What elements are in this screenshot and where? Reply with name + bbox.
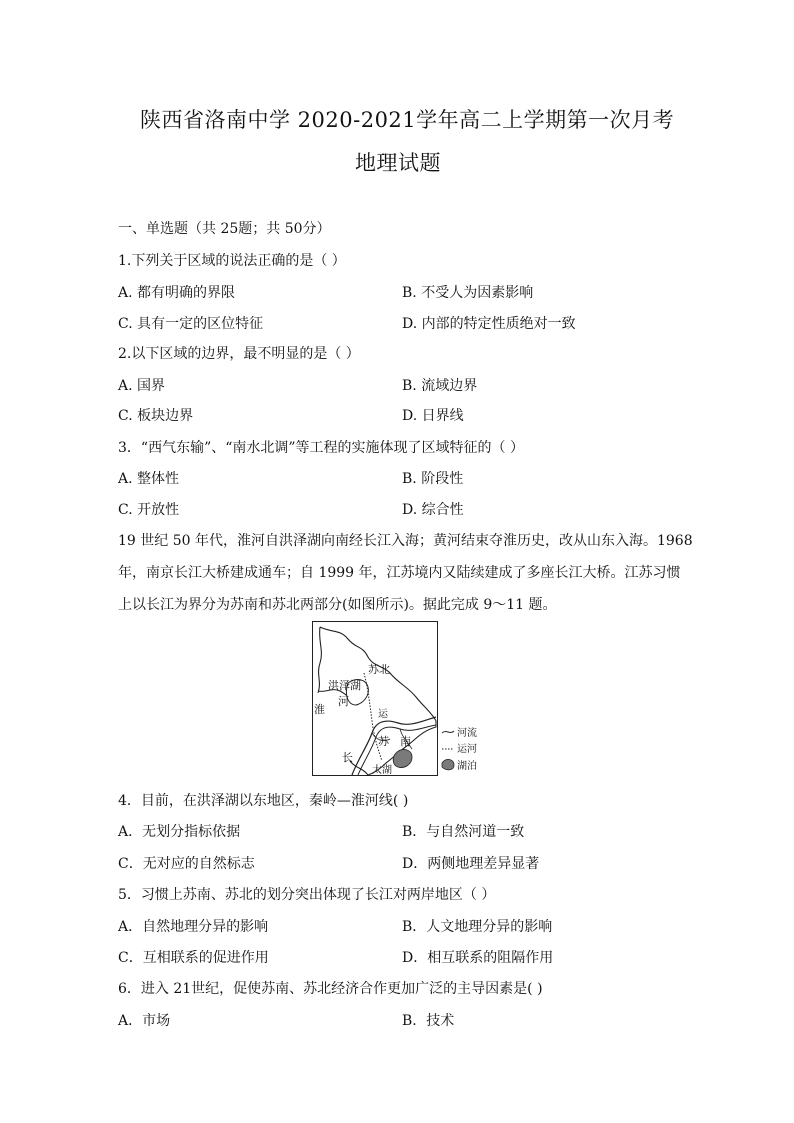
map-frame <box>313 622 438 776</box>
label-su: 苏 <box>378 735 389 748</box>
question-3-option-a[interactable]: A. 整体性 <box>118 471 180 487</box>
question-1-option-a[interactable]: A. 都有明确的界限 <box>118 285 236 301</box>
question-2-option-c[interactable]: C. 板块边界 <box>118 408 194 424</box>
label-yun: 运 <box>378 709 388 720</box>
question-4-stem: 4．目前，在洪泽湖以东地区，秦岭—淮河线( ) <box>118 793 409 809</box>
question-2-option-b[interactable]: B. 流域边界 <box>402 378 478 394</box>
question-4-option-a[interactable]: A．无划分指标依据 <box>118 824 241 840</box>
map-legend <box>442 726 477 772</box>
question-3-option-b[interactable]: B. 阶段性 <box>402 471 464 487</box>
question-5-option-c[interactable]: C．互相联系的促进作用 <box>118 950 269 966</box>
question-5-stem: 5．习惯上苏南、苏北的划分突出体现了长江对两岸地区（ ） <box>118 887 496 903</box>
label-subei: 苏北 <box>368 663 390 676</box>
passage-line-1: 19 世纪 50 年代，淮河自洪泽湖向南经长江入海；黄河结束夺淮历史，改从山东入海。1968 <box>118 533 693 549</box>
question-6-stem: 6．进入 21世纪，促使苏南、苏北经济合作更加广泛的主导因素是( ) <box>118 981 543 997</box>
legend-river-label: 河流 <box>457 728 477 739</box>
question-6-option-b[interactable]: B．技术 <box>402 1013 455 1029</box>
page-subtitle: 地理试题 <box>355 151 441 175</box>
label-taihu: 太湖 <box>372 765 392 776</box>
question-3-stem: 3．“西气东输”、“南水北调”等工程的实施体现了区域特征的（ ） <box>118 440 524 456</box>
question-3-option-d[interactable]: D. 综合性 <box>402 502 464 518</box>
section-header: 一、单选题（共 25题；共 50分） <box>118 221 331 237</box>
passage-line-2: 年，南京长江大桥建成通车；自 1999 年，江苏境内又陆续建成了多座长江大桥。江苏习惯 <box>118 565 681 581</box>
legend-lake-icon <box>442 759 454 769</box>
label-he: 河 <box>338 695 349 708</box>
question-4-option-d[interactable]: D．两侧地理差异显著 <box>402 856 540 872</box>
legend-lake-label: 湖泊 <box>457 761 477 772</box>
jiangsu-map <box>312 621 488 777</box>
question-4-option-c[interactable]: C．无对应的自然标志 <box>118 856 255 872</box>
legend-canal-label: 运河 <box>457 744 477 755</box>
question-3-option-c[interactable]: C. 开放性 <box>118 502 180 518</box>
question-2-stem: 2.以下区域的边界，最不明显的是（ ） <box>118 346 360 362</box>
question-1-option-d[interactable]: D. 内部的特定性质绝对一致 <box>402 316 576 332</box>
label-chang: 长 <box>342 751 353 764</box>
question-5-option-b[interactable]: B．人文地理分异的影响 <box>402 919 553 935</box>
page-title: 陕西省洛南中学 2020-2021学年高二上学期第一次月考 <box>140 108 675 132</box>
question-2-option-a[interactable]: A. 国界 <box>118 378 166 394</box>
label-hongze: 洪泽湖 <box>328 679 361 692</box>
label-huai: 淮 <box>314 703 325 716</box>
question-5-option-d[interactable]: D．相互联系的阻隔作用 <box>402 950 554 966</box>
question-4-option-b[interactable]: B．与自然河道一致 <box>402 824 525 840</box>
question-2-option-d[interactable]: D. 日界线 <box>402 408 464 424</box>
question-5-option-a[interactable]: A．自然地理分异的影响 <box>118 919 269 935</box>
question-1-stem: 1.下列关于区域的说法正确的是（ ） <box>118 253 346 269</box>
legend-river-icon <box>442 731 454 733</box>
question-6-option-a[interactable]: A．市场 <box>118 1013 171 1029</box>
label-nan: 南 <box>400 735 411 748</box>
passage-line-3: 上以长江为界分为苏南和苏北两部分(如图所示)。据此完成 9～11 题。 <box>118 597 557 613</box>
question-1-option-c[interactable]: C. 具有一定的区位特征 <box>118 316 264 332</box>
question-1-option-b[interactable]: B. 不受人为因素影响 <box>402 285 534 301</box>
